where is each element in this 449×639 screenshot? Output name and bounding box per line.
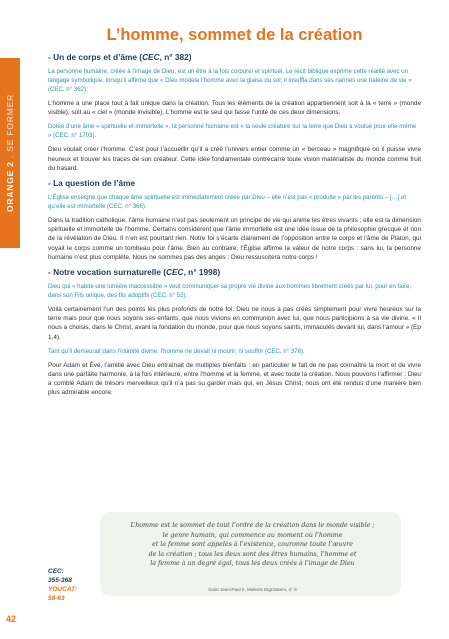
catechism-quote: La personne humaine, créée à l’image de Dieu, est un être à la fois corporel et spirituel. Le récit biblique exprime cette réalité avec un langage symbolique, lorsqu’il affirme que « Dieu modela l’homme avec la glaise du sol; il insuffla dans ses narines une haleine de vie » (CEC, n° 362). [48,68,412,93]
catechism-quote: L’Église enseigne que chaque âme spirituelle est immédiatement créée par Dieu – elle n’est pas « produite » par les parents – […] et qu’elle est immortelle (CEC, n° 366). [48,194,407,211]
side-tab-label [5,94,15,212]
side-tab-separator: . [5,151,15,162]
body-paragraph: Voilà certainement l’un des points les plus profonds de notre foi. Dieu ne nous a pas créés simplement pour vivre heureux sur la terre mais pour que nous soyons ses enfants, que nous vivions en communion avec lui, que nous participions à sa vie divine. « Il nous a choisis, dans le Christ, avant la fondation du monde, pour que nous soyons saints, immaculés devant lui, dans l’amour » (Ep 1,4). [48,306,421,341]
page-title: L’homme, sommet de la création [106,26,363,44]
body-paragraph: Dans la tradition catholique, l’âme humaine n’est pas seulement un principe de vie qui anime les êtres vivants ; elle est la dimension spirituelle et immortelle de l’homme. Certains considèrent que l’âme immortelle est une idée issue de la philosophie grecque et non de la révélation de Dieu. Il n’en est pourtant rien. Notre foi s’écarte clairement de l’opposition entre le corps et l’âme de Platon, qui voyait le corps comme un tombeau pour l’âme. Bien au contraire, l’Église affirme la valeur de notre corps : sans lui, la personne humaine n’est plus complète. Nous ne sommes pas des anges : Dieu ressuscitera notre corps ! [48,217,421,261]
heading-ref: CEC [142,52,160,62]
quote-line: et la femme sont appelés à l’existence, couronne toute l’œuvre [152,541,353,549]
catechism-quote: Dotée d’une âme « spirituelle et immortelle », la personne humaine est « la seule créature sur la terre que Dieu a voulue pour elle-même » (CEC, n° 1703). [48,123,417,140]
page-number: 42 [6,614,17,624]
section-side-tab [0,58,20,248]
heading-text: La question de l’âme [53,178,136,189]
ref-cec-label: CEC: [48,568,64,575]
section-heading-corps-ame: - Un de corps et d’âme (CEC, n° 382) [48,52,192,62]
section-heading-question-ame: - La question de l’âme [48,178,136,189]
body-paragraph: Pour Adam et Ève, l’amitié avec Dieu entraînait de multiples bienfaits : en particulier le fait de ne pas connaître la mort et de vivre dans une parfaite harmonie, à la fois intérieure, entre l’homme et la femme, et avec toute la création. Nous pouvons l’affirmer : Dieu a comblé Adam de trésors merveilleux qu’il n’a pas su garder mais qui, en Jésus Christ, nous ont été rendus d’une manière bien plus admirable encore. [48,361,421,397]
catechism-quote: Tant qu’il demeurait dans l’intimité divine, l’homme ne devait ni mourir, ni souffrir (CEC, n° 376). [48,347,305,355]
quote-attribution: Saint Jean-Paul II, Mulieris Dignitatem, n° 6 [208,587,297,592]
heading-text: Notre vocation surnaturelle ( [53,267,167,278]
quote-line: le genre humain, qui commence au moment où l’homme [162,531,343,539]
section-heading-vocation: - Notre vocation surnaturelle (CEC, n° 1998) [48,267,221,278]
heading-ref: CEC [166,267,184,278]
quote-line: la femme à un degré égal, tous les deux créés à l’image de Dieu [150,560,355,568]
heading-text-end: , n° 382) [159,52,192,62]
cross-references [48,567,77,603]
body-paragraph: Dieu voulait créer l’homme. C’est pour l’accueillir qu’il a créé l’univers entier comme un « berceau » magnifique où il puisse vivre heureux et trouver les traces de son créateur. Cette idée fondamentale contrecarre toute vision matérialiste du monde comme fruit du hasard. [48,146,421,172]
body-paragraph: L’homme a une place tout à fait unique dans la création. Tous les éléments de la création appartiennent soit à la « terre » (monde visible), soit au « ciel » (monde invisible). L’homme est le seul qui fasse l’unité de ces deux dimensions. [48,100,421,117]
pull-quote [108,521,397,569]
heading-text-end: , n° 1998) [183,267,221,278]
ref-cec-value: 355-368 [48,577,72,584]
quote-line: de la création ; tous les deux sont des êtres humains, l’homme et [148,550,357,558]
quote-line: L’homme est le sommet de tout l’ordre de la création dans le monde visible ; [130,522,375,529]
main-content [48,52,421,403]
catechism-quote: Dieu qui « habite une lumière inaccessible » veut communiquer sa propre vie divine aux hommes librement créés par lui, pour en faire, dans son Fils unique, des fils adoptifs (CEC, n° 52). [48,283,412,300]
ref-youcat-label: YOUCAT: [48,586,77,593]
ref-youcat-value: 58-63 [48,595,65,602]
side-tab-section: ORANGE 2 [5,161,15,213]
heading-text: Un de corps et d’âme ( [53,52,143,62]
side-tab-subsection: SE FORMER [5,93,15,152]
